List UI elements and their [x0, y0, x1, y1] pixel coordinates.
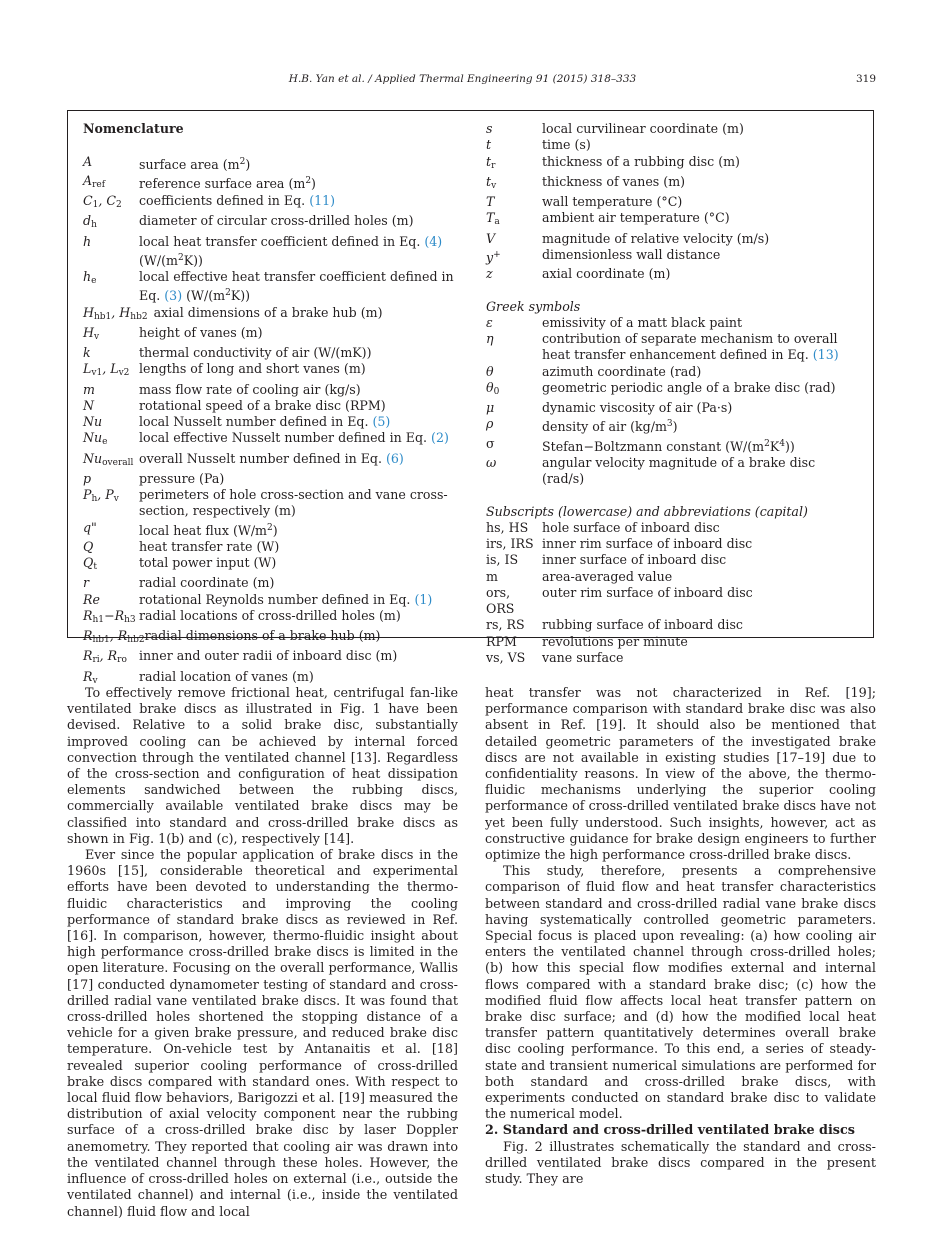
nom-entry: m area-averaged value: [486, 568, 673, 584]
nom-entry: vs, VS vane surface: [486, 649, 624, 665]
nom-entry: T wall temperature (°C): [486, 194, 683, 209]
nom-entry: $T_a$ ambient air temperature (°C): [486, 210, 730, 228]
nom-entry: y+ dimensionless wall distance: [486, 246, 721, 265]
nom-entry: $L_{v1}$, $L_{v2}$ lengths of long and short vanes (m): [83, 361, 366, 379]
paragraph: heat transfer was not characterized in Ref. [19]; performance comparison with standard brake disc was also absent in Ref. [19]. It should also be mentioned that detailed geometric parameters of the investigated brake discs are not available in existing studies [17–19] due to confidentiality reasons. In view of the above, the thermo-fluidic mechanisms underlying the superior cooling performance of cross-drilled ventilated brake discs have not yet been fully understood. Such insights, however, act as constructive guidance for brake design engineers to further optimize the high performance cross-drilled brake discs.: [485, 686, 876, 864]
nom-entry: ors, ORS outer rim surface of inboard disc: [486, 584, 753, 616]
nom-entry: $Nu_{overall}$ overall Nusselt number defined in Eq. (6): [83, 450, 404, 468]
nom-entry: N rotational speed of a brake disc (RPM): [83, 397, 386, 413]
nom-entry: k thermal conductivity of air (W/(mK)): [83, 345, 372, 360]
nom-entry: ω angular velocity magnitude of a brake disc (rad/s): [486, 454, 816, 486]
nom-entry: q" local heat flux $(W/m^2)$: [83, 519, 278, 538]
nom-entry: $t_r$ thickness of a rubbing disc (m): [486, 153, 740, 171]
nom-entry: η contribution of separate mechanism to overall heat transfer enhancement defined in Eq. (13): [486, 331, 839, 363]
nomenclature-title: Nomenclature: [83, 121, 184, 136]
nom-entry: Nu local Nusselt number defined in Eq. (5): [83, 414, 391, 429]
nom-entry: h local heat transfer coefficient defined in Eq. (4) $(W/(m^2K))$: [83, 233, 443, 268]
journal-citation: H.B. Yan et al. / Applied Thermal Engineering 91 (2015) 318–333: [288, 73, 637, 85]
nom-entry: A surface area $(m^2)$: [83, 153, 251, 172]
nomenclature-box: [67, 110, 874, 686]
nom-entry: s local curvilinear coordinate (m): [486, 121, 744, 136]
nom-entry: p pressure (Pa): [83, 470, 225, 486]
nom-entry: Re rotational Reynolds number defined in Eq. (1): [83, 591, 433, 607]
nom-entry: $R_v$ radial location of vanes (m): [83, 668, 314, 686]
running-header: [0, 73, 925, 89]
nom-entry: hs, HS hole surface of inboard disc: [486, 519, 720, 535]
subscripts-heading: Subscripts (lowercase) and abbreviations (capital): [486, 503, 808, 519]
nom-entry: z axial coordinate (m): [486, 266, 671, 281]
nomenclature-right-column: [486, 121, 861, 666]
nom-entry: $A_{ref}$ reference surface area $(m^2)$: [83, 172, 316, 191]
nom-entry: $R_{hb1}$, $R_{hb2}$ radial dimensions of a brake hub (m): [83, 628, 381, 645]
nomenclature-left-column: [83, 121, 458, 689]
nom-entry: t time (s): [486, 137, 591, 153]
nom-entry: $P_h$, $P_v$ perimeters of hole cross-section and vane cross-section, respectively (m): [83, 487, 448, 519]
nom-entry: $Nu_e$ local effective Nusselt number defined in Eq. (2): [83, 430, 449, 448]
nom-entry: rs, RS rubbing surface of inboard disc: [486, 617, 743, 633]
nom-entry: μ dynamic viscosity of air (Pa·s): [486, 400, 733, 415]
nom-entry: m mass flow rate of cooling air (kg/s): [83, 381, 361, 397]
paragraph: Fig. 2 illustrates schematically the standard and cross-drilled ventilated brake discs compared in the present study. They are: [485, 1139, 876, 1188]
paragraph: This study, therefore, presents a comprehensive comparison of fluid flow and heat transfer characteristics between standard and cross-drilled radial vane brake discs having systematically controlled geometric parameters. Special focus is placed upon revealing: (a) how cooling air enters the ventilated channel through cross-drilled holes; (b) how this special flow modifies external and internal flows compared with a standard brake disc; (c) how the modified fluid flow affects local heat transfer pattern on brake disc surface; and (d) how the modified local heat transfer pattern quantitatively determines overall brake disc cooling performance. To this end, a series of steady-state and transient numerical simulations are performed for both standard and cross-drilled brake discs, with experiments conducted on standard brake disc to validate the numerical model.: [485, 864, 876, 1123]
paragraph: Ever since the popular application of brake discs in the 1960s [15], considerable theoretical and experimental efforts have been devoted to understanding the thermo-fluidic characteristics and improving the cooling performance of standard brake discs as reviewed in Ref. [16]. In comparison, however, thermo-fluidic insight about high performance cross-drilled brake discs is limited in the open literature. Focusing on the overall performance, Wallis [17] conducted dynamometer testing of standard and cross-drilled radial vane ventilated brake discs. It was found that cross-drilled holes shortened the stopping distance of a vehicle for a given brake pressure, and reduced brake disc temperature. On-vehicle test by Antanaitis et al. [18] revealed superior cooling performance of cross-drilled brake discs compared with standard ones. With respect to local fluid flow behaviors, Barigozzi et al. [19] measured the distribution of axial velocity component near the rubbing surface of a cross-drilled brake disc by laser Doppler anemometry. They reported that cooling air was drawn into the ventilated channel through these holes. However, the influence of cross-drilled holes on external (i.e., outside the ventilated channel) and internal (i.e., inside the ventilated channel) fluid flow and local: [67, 848, 458, 1220]
nom-entry: $h_e$ local effective heat transfer coefficient defined in Eq. (3) $(W/(m^2K))$: [83, 269, 454, 304]
nom-entry: ε emissivity of a matt black paint: [486, 314, 743, 330]
nom-entry: $H_{hb1}$, $H_{hb2}$ axial dimensions of a brake hub (m): [83, 304, 383, 322]
nom-entry: r radial coordinate (m): [83, 575, 275, 591]
nom-entry: Q heat transfer rate (W): [83, 538, 280, 554]
nom-entry: is, IS inner surface of inboard disc: [486, 552, 727, 568]
nom-entry: $d_h$ diameter of circular cross-drilled holes (m): [83, 213, 414, 231]
nom-entry: V magnitude of relative velocity (m/s): [486, 230, 770, 246]
nom-entry: $R_{ri}$, $R_{ro}$ inner and outer radii of inboard disc (m): [83, 648, 398, 666]
nom-entry: $C_1$, $C_2$ coefficients defined in Eq. (11): [83, 193, 336, 210]
nom-entry: $\theta_0$ geometric periodic angle of a brake disc (rad): [486, 379, 836, 397]
section-heading: 2. Standard and cross-drilled ventilated brake discs: [485, 1123, 855, 1139]
nom-entry: ρ density of air $(kg/m^3)$: [486, 416, 678, 435]
nom-entry: $R_{h1}-R_{h3}$ radial locations of cross-drilled holes (m): [83, 607, 401, 625]
greek-symbols-heading: Greek symbols: [486, 298, 581, 314]
nom-entry: $t_v$ thickness of vanes (m): [486, 173, 686, 191]
nom-entry: irs, IRS inner rim surface of inboard disc: [486, 536, 753, 551]
nom-entry: $Q_t$ total power input (W): [83, 555, 277, 572]
paragraph: To effectively remove frictional heat, centrifugal fan-like ventilated brake discs as illustrated in Fig. 1 have been devised. Relative to a solid brake disc, substantially improved cooling can be achieved by internal forced convection through the ventilated channel [13]. Regardless of the cross-section and configuration of heat dissipation elements sandwiched between the rubbing discs, commercially available ventilated brake discs may be classified into standard and cross-drilled brake discs as shown in Fig. 1(b) and (c), respectively [14].: [67, 686, 458, 847]
nom-entry: RPM revolutions per minute: [486, 633, 688, 649]
nom-entry: $H_v$ height of vanes (m): [83, 324, 263, 342]
page-number: 319: [855, 73, 876, 85]
nom-entry: σ Stefan−Boltzmann constant $(W/(m^2K^4))$: [486, 435, 795, 454]
body-right-column: [485, 686, 876, 1188]
body-left-column: [67, 686, 458, 1221]
nom-entry: θ azimuth coordinate (rad): [486, 363, 702, 379]
